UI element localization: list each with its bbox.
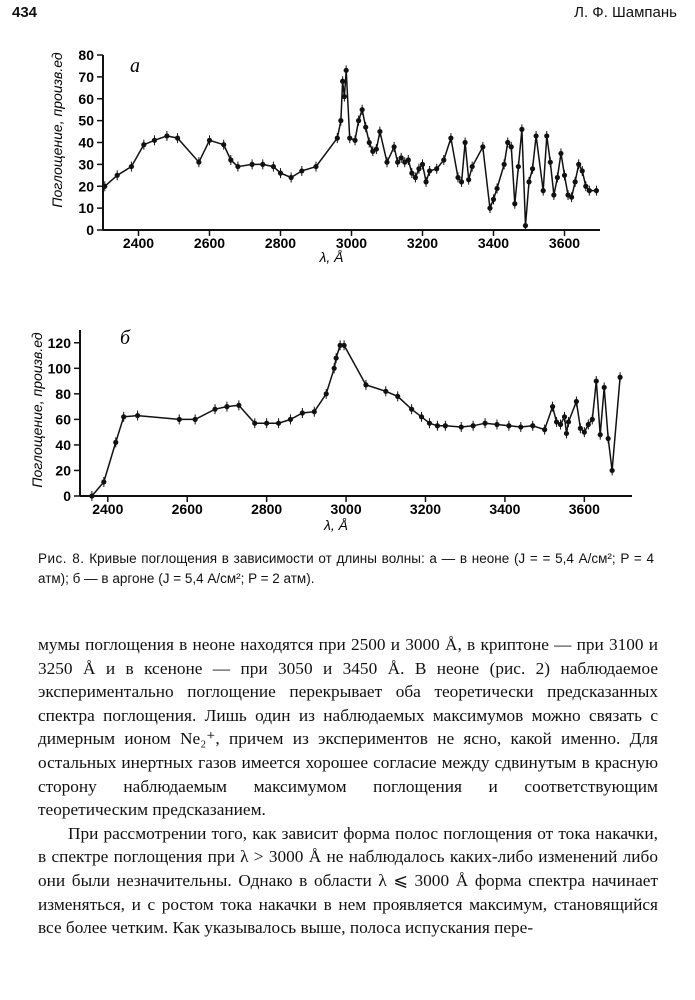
data-point bbox=[335, 136, 340, 141]
data-point bbox=[617, 375, 622, 380]
data-point bbox=[409, 171, 414, 176]
data-point bbox=[288, 417, 293, 422]
data-point bbox=[324, 391, 329, 396]
series-line bbox=[92, 345, 620, 496]
data-point bbox=[578, 426, 583, 431]
data-point bbox=[576, 162, 581, 167]
data-point bbox=[312, 409, 317, 414]
y-axis-label: Поглощение, произв.ед bbox=[49, 52, 65, 208]
data-point bbox=[443, 423, 448, 428]
data-point bbox=[566, 419, 571, 424]
data-point bbox=[506, 423, 511, 428]
data-point bbox=[334, 355, 339, 360]
chart-panel-a bbox=[49, 47, 600, 265]
x-tick-label: 3400 bbox=[489, 501, 521, 517]
data-point bbox=[487, 206, 492, 211]
x-axis-label: λ, Å bbox=[323, 517, 349, 533]
data-point bbox=[399, 155, 404, 160]
data-point bbox=[395, 160, 400, 165]
data-point bbox=[252, 421, 257, 426]
x-tick-label: 3200 bbox=[409, 501, 442, 517]
data-point bbox=[313, 164, 318, 169]
data-point bbox=[494, 186, 499, 191]
y-axis-label: Поглощение, произв.ед bbox=[29, 332, 45, 488]
data-point bbox=[582, 430, 587, 435]
data-point bbox=[455, 175, 460, 180]
x-tick-label: 3200 bbox=[406, 235, 439, 251]
x-tick-label: 2600 bbox=[171, 501, 203, 517]
x-tick-label: 3600 bbox=[548, 235, 581, 251]
data-point bbox=[409, 407, 414, 412]
data-point bbox=[344, 68, 349, 73]
data-point bbox=[392, 144, 397, 149]
y-tick-label: 60 bbox=[55, 411, 71, 428]
data-point bbox=[569, 195, 574, 200]
x-tick-label: 2400 bbox=[92, 501, 124, 517]
data-point bbox=[340, 79, 345, 84]
data-point bbox=[558, 422, 563, 427]
x-tick-label: 2800 bbox=[251, 501, 283, 517]
data-point bbox=[463, 140, 468, 145]
x-tick-label: 3000 bbox=[330, 501, 362, 517]
data-point bbox=[101, 479, 106, 484]
figure-caption bbox=[38, 549, 654, 589]
data-point bbox=[260, 162, 265, 167]
data-point bbox=[471, 423, 476, 428]
data-point bbox=[299, 168, 304, 173]
data-point bbox=[377, 129, 382, 134]
data-point bbox=[448, 136, 453, 141]
data-point bbox=[332, 366, 337, 371]
data-point bbox=[129, 164, 134, 169]
data-point bbox=[175, 136, 180, 141]
data-point bbox=[356, 118, 361, 123]
y-tick-label: 120 bbox=[47, 334, 71, 351]
data-point bbox=[544, 133, 549, 138]
data-point bbox=[420, 162, 425, 167]
data-point bbox=[278, 171, 283, 176]
data-point bbox=[441, 157, 446, 162]
data-point bbox=[113, 440, 118, 445]
data-point bbox=[558, 151, 563, 156]
data-point bbox=[141, 142, 146, 147]
data-point bbox=[562, 414, 567, 419]
data-point bbox=[594, 188, 599, 193]
data-point bbox=[115, 173, 120, 178]
data-point bbox=[542, 427, 547, 432]
data-point bbox=[427, 421, 432, 426]
data-point bbox=[193, 417, 198, 422]
data-point bbox=[289, 175, 294, 180]
data-point bbox=[459, 424, 464, 429]
data-point bbox=[482, 421, 487, 426]
data-point bbox=[610, 468, 615, 473]
y-tick-label: 30 bbox=[78, 156, 94, 173]
panel-label: а bbox=[130, 55, 140, 77]
y-tick-label: 0 bbox=[86, 222, 94, 238]
y-tick-label: 20 bbox=[78, 178, 94, 195]
x-tick-label: 3600 bbox=[568, 501, 600, 517]
running-head: Л. Ф. Шампань bbox=[574, 4, 677, 21]
body-text bbox=[38, 633, 658, 940]
data-point bbox=[121, 414, 126, 419]
data-point bbox=[509, 144, 514, 149]
data-point bbox=[363, 125, 368, 130]
x-tick-label: 3400 bbox=[477, 235, 510, 251]
data-point bbox=[480, 144, 485, 149]
data-point bbox=[548, 160, 553, 165]
y-tick-label: 100 bbox=[47, 360, 71, 377]
x-tick-label: 3000 bbox=[335, 235, 368, 251]
y-tick-label: 50 bbox=[78, 112, 94, 129]
data-point bbox=[164, 133, 169, 138]
data-point bbox=[587, 188, 592, 193]
data-point bbox=[573, 179, 578, 184]
data-point bbox=[207, 138, 212, 143]
y-tick-label: 80 bbox=[78, 47, 94, 63]
y-tick-label: 20 bbox=[55, 462, 71, 479]
data-point bbox=[338, 118, 343, 123]
data-point bbox=[580, 168, 585, 173]
data-point bbox=[518, 424, 523, 429]
data-point bbox=[395, 394, 400, 399]
page-number: 434 bbox=[12, 4, 38, 21]
data-point bbox=[152, 138, 157, 143]
y-tick-label: 40 bbox=[78, 134, 94, 151]
data-point bbox=[406, 157, 411, 162]
data-point bbox=[224, 404, 229, 409]
data-point bbox=[352, 138, 357, 143]
data-point bbox=[502, 162, 507, 167]
data-point bbox=[250, 162, 255, 167]
data-point bbox=[555, 175, 560, 180]
data-point bbox=[419, 414, 424, 419]
data-point bbox=[512, 201, 517, 206]
data-point bbox=[590, 417, 595, 422]
data-point bbox=[459, 179, 464, 184]
data-point bbox=[235, 164, 240, 169]
data-point bbox=[102, 184, 107, 189]
chart-panel-b bbox=[29, 327, 632, 533]
y-tick-label: 80 bbox=[55, 385, 71, 402]
data-point bbox=[598, 432, 603, 437]
data-point bbox=[360, 107, 365, 112]
data-point bbox=[177, 417, 182, 422]
x-tick-label: 2600 bbox=[193, 235, 226, 251]
data-point bbox=[523, 223, 528, 228]
x-tick-label: 2400 bbox=[122, 235, 155, 251]
data-point bbox=[347, 136, 352, 141]
data-point bbox=[550, 404, 555, 409]
data-point bbox=[374, 146, 379, 151]
data-point bbox=[602, 385, 607, 390]
data-point bbox=[135, 413, 140, 418]
paragraph-1: мумы поглощения в неоне находятся при 2500 и 3000 Å, в криптоне — при 3100 и 3250 Å и в ксеноне — при 3050 и 3450 Å. В неоне (рис. 2) наблюдаемое экспериментально поглощение перекрывает оба теоретически предсказанных спектра поглощения. Лишь один из наблюдаемых максимумов можно связать с димерным ионом Ne₂⁺, причем из экспериментов не ясно, какой именно. Для остальных инертных газов имеется хорошее согласие между сдвинутым в красную сторону наблюдаемым максимумом поглощения и соответствующим теоретическим предсказанием. bbox=[38, 635, 658, 820]
data-point bbox=[384, 160, 389, 165]
data-point bbox=[264, 421, 269, 426]
paragraph-2: При рассмотрении того, как зависит форма полос поглощения от тока накачки, в спектре поглощения при λ > 3000 Å не наблюдалось каких-либо изменений либо они были незначительны. Однако в области λ ⩽ 3000 Å форма спектра начинает изменяться, и с ростом тока накачки в нем проявляется максимум, становящийся все более четким. Как указывалось выше, полоса испускания пере- bbox=[38, 823, 658, 938]
x-axis-label: λ, Å bbox=[319, 249, 344, 265]
data-point bbox=[363, 382, 368, 387]
data-point bbox=[466, 177, 471, 182]
data-point bbox=[526, 179, 531, 184]
data-point bbox=[574, 399, 579, 404]
data-point bbox=[551, 192, 556, 197]
data-point bbox=[300, 410, 305, 415]
data-point bbox=[586, 422, 591, 427]
data-point bbox=[228, 157, 233, 162]
series-line bbox=[105, 70, 597, 225]
data-point bbox=[434, 166, 439, 171]
y-tick-label: 0 bbox=[63, 488, 71, 504]
x-tick-label: 2800 bbox=[264, 235, 297, 251]
data-point bbox=[423, 179, 428, 184]
data-point bbox=[342, 94, 347, 99]
data-point bbox=[594, 378, 599, 383]
data-point bbox=[534, 133, 539, 138]
y-tick-label: 60 bbox=[78, 90, 94, 107]
data-point bbox=[367, 140, 372, 145]
panel-label: б bbox=[120, 327, 131, 349]
data-point bbox=[341, 343, 346, 348]
y-tick-label: 40 bbox=[55, 436, 71, 453]
data-point bbox=[494, 422, 499, 427]
data-point bbox=[416, 166, 421, 171]
data-point bbox=[427, 168, 432, 173]
y-tick-label: 10 bbox=[78, 200, 94, 217]
data-point bbox=[530, 423, 535, 428]
y-tick-label: 70 bbox=[78, 68, 94, 85]
data-point bbox=[221, 142, 226, 147]
data-point bbox=[491, 197, 496, 202]
data-point bbox=[470, 164, 475, 169]
data-point bbox=[383, 389, 388, 394]
data-point bbox=[505, 140, 510, 145]
data-point bbox=[89, 493, 94, 498]
caption-text: Кривые поглощения в зависимости от длины волны: а — в неоне (J = = 5,4 А/см²; P = 4 атм); б — в аргоне (J = 5,4 А/см²; P = 2 атм). bbox=[38, 551, 654, 586]
data-point bbox=[564, 431, 569, 436]
caption-label: Рис. 8. bbox=[38, 551, 85, 566]
data-point bbox=[606, 436, 611, 441]
data-point bbox=[516, 164, 521, 169]
data-point bbox=[530, 166, 535, 171]
data-point bbox=[583, 184, 588, 189]
data-point bbox=[276, 421, 281, 426]
data-point bbox=[562, 173, 567, 178]
data-point bbox=[196, 160, 201, 165]
data-point bbox=[541, 188, 546, 193]
data-point bbox=[271, 164, 276, 169]
data-point bbox=[413, 175, 418, 180]
data-point bbox=[519, 127, 524, 132]
data-point bbox=[236, 403, 241, 408]
data-point bbox=[212, 407, 217, 412]
data-point bbox=[435, 423, 440, 428]
